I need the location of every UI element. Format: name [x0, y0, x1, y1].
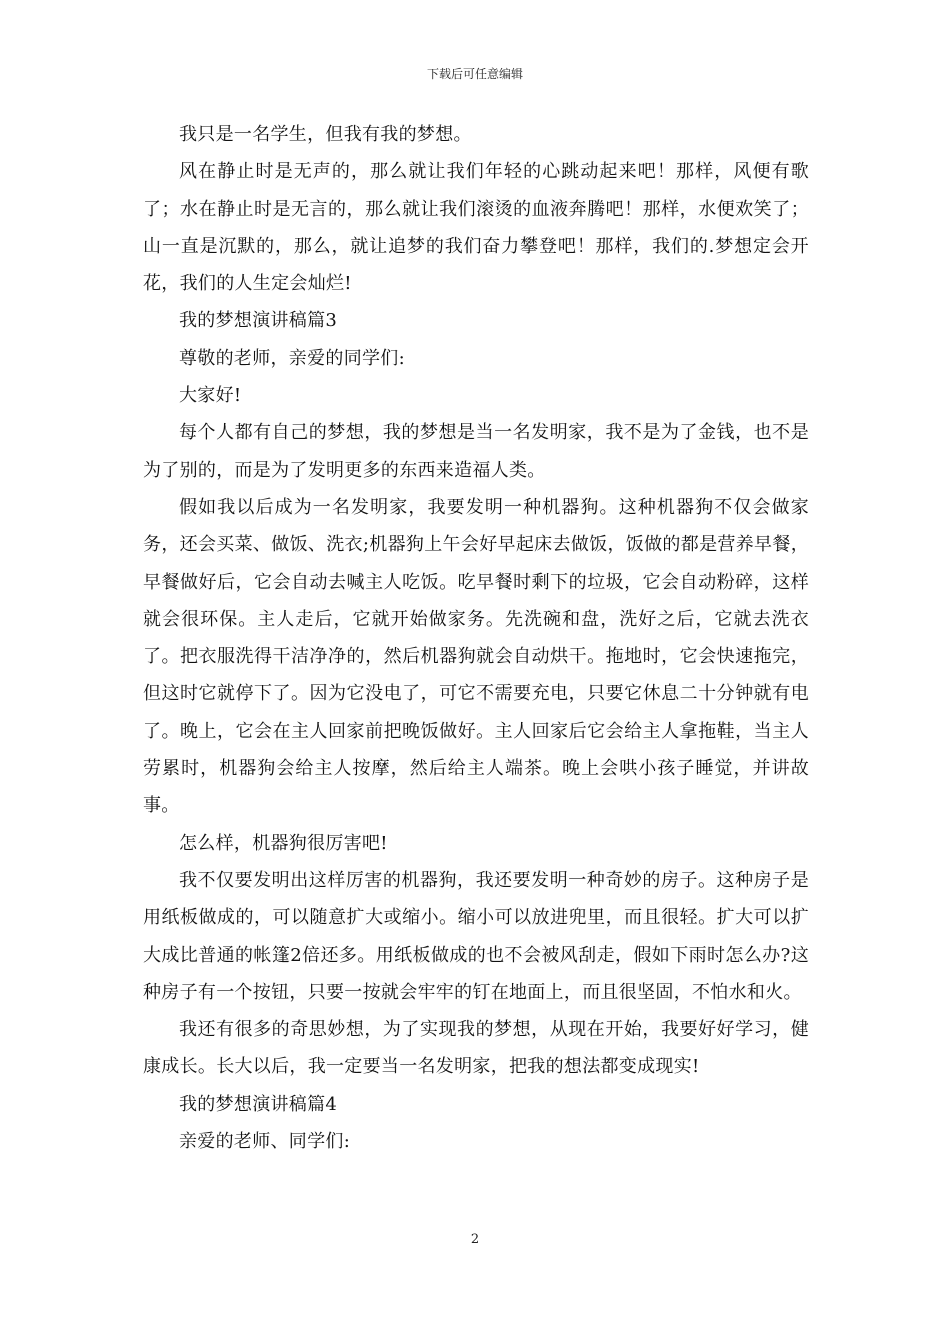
section-heading-speech-3: 我的梦想演讲稿篇3 — [179, 310, 338, 332]
paragraph-salutation-2: 亲爱的老师、同学们: — [179, 1131, 351, 1153]
paragraph-greeting: 大家好! — [179, 385, 242, 407]
page-number: 2 — [470, 1232, 480, 1247]
page-header-note: 下载后可任意编辑 — [426, 67, 523, 81]
document-body — [143, 116, 809, 1160]
paragraph-salutation: 尊敬的老师，亲爱的同学们: — [179, 347, 405, 369]
paragraph-future-plans: 我还有很多的奇思妙想，为了实现我的梦想，从现在开始，我要好好学习，健康成长。长大以后，我一定要当一名发明家，把我的想法都变成现实! — [143, 1019, 809, 1078]
paragraph-inventor-dream: 每个人都有自己的梦想，我的梦想是当一名发明家，我不是为了金钱，也不是为了别的，而是为了发明更多的东西来造福人类。 — [143, 422, 809, 481]
paragraph-robot-dog-summary: 怎么样，机器狗很厉害吧! — [179, 832, 388, 854]
paragraph-student-dream: 我只是一名学生，但我有我的梦想。 — [179, 124, 472, 145]
section-heading-speech-4: 我的梦想演讲稿篇4 — [179, 1093, 338, 1115]
paragraph-wind-water-mountain: 风在静止时是无声的，那么就让我们年轻的心跳动起来吧！那样，风便有歌了；水在静止时是无言的，那么就让我们滚烫的血液奔腾吧！那样，水便欢笑了；山一直是沉默的，那么，就让追梦的我们奋力攀登吧！那样，我们的.梦想定会开花，我们的人生定会灿烂! — [143, 161, 809, 295]
paragraph-paper-house: 我不仅要发明出这样厉害的机器狗，我还要发明一种奇妙的房子。这种房子是用纸板做成的，可以随意扩大或缩小。缩小可以放进兜里，而且很轻。扩大可以扩大成比普通的帐篷2倍还多。用纸板做成的也不会被风刮走，假如下雨时怎么办?这种房子有一个按钮，只要一按就会牢牢的钉在地面上，而且很坚固，不怕水和火。 — [143, 869, 809, 1003]
paragraph-robot-dog: 假如我以后成为一名发明家，我要发明一种机器狗。这种机器狗不仅会做家务，还会买菜、做饭、洗衣;机器狗上午会好早起床去做饭，饭做的都是营养早餐，早餐做好后，它会自动去喊主人吃饭。吃早餐时剩下的垃圾，它会自动粉碎，这样就会很环保。主人走后，它就开始做家务。先洗碗和盘，洗好之后，它就去洗衣了。把衣服洗得干洁净净的，然后机器狗就会自动烘干。拖地时，它会快速拖完，但这时它就停下了。因为它没电了，可它不需要充电，只要它休息二十分钟就有电了。晚上，它会在主人回家前把晚饭做好。主人回家后它会给主人拿拖鞋，当主人劳累时，机器狗会给主人按摩，然后给主人端茶。晚上会哄小孩子睡觉，并讲故事。 — [143, 496, 809, 817]
